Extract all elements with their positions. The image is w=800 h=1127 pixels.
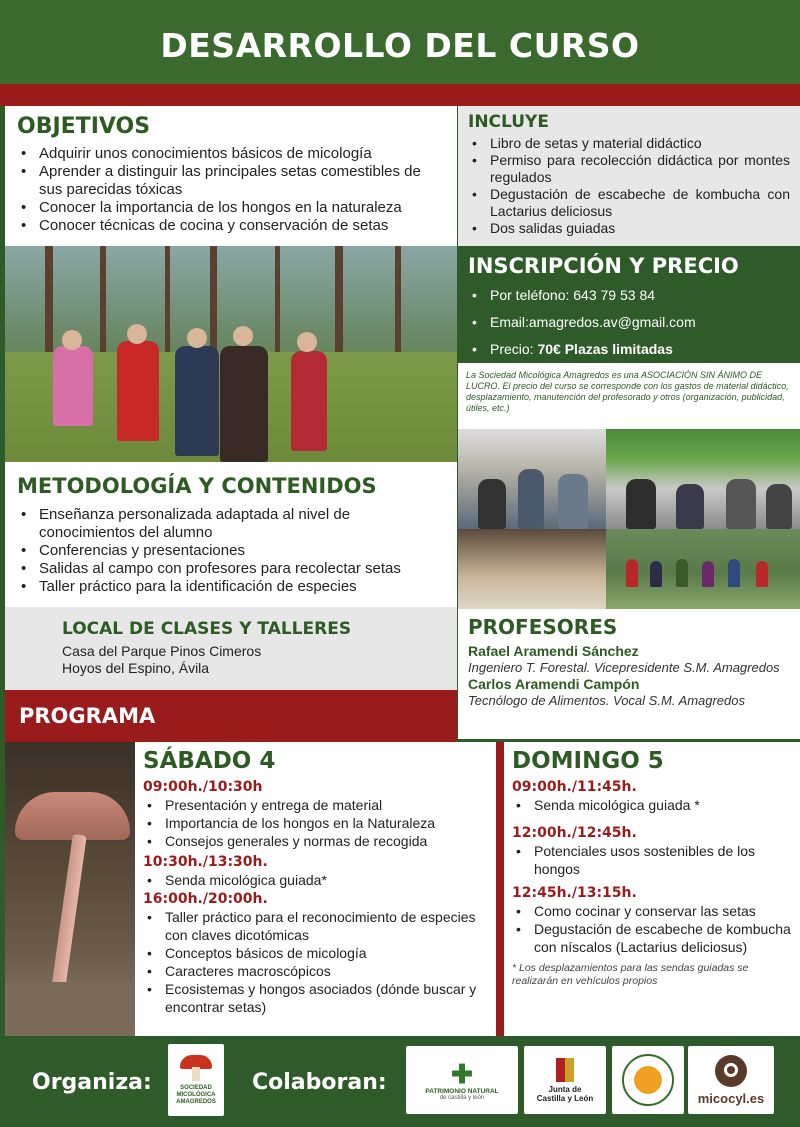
mushroom-photo (5, 742, 135, 1036)
objetivos-list (17, 145, 445, 235)
list-item: • Senda micológica guiada* (143, 871, 488, 889)
list-item: • Taller práctico para la identificación de especies (17, 578, 445, 596)
amagredos-logo (168, 1044, 224, 1116)
incluye-list (468, 135, 790, 237)
price-label: Precio: (490, 341, 538, 357)
incluye-panel (458, 106, 800, 246)
domingo-list-1 (512, 796, 792, 814)
list-item: • Aprender a distinguir las principales setas comestibles de sus parecidas tóxicas (17, 163, 445, 199)
page-title: DESARROLLO DEL CURSO (160, 26, 640, 65)
profesor-2-role: Tecnólogo de Alimentos. Vocal S.M. Amagredos (468, 693, 745, 708)
patrimonio-logo-text: PATRIMONIO NATURAL (425, 1087, 499, 1095)
domingo-title: DOMINGO 5 (512, 748, 664, 774)
list-item: • Conocer la importancia de los hongos en la naturaleza (17, 199, 445, 217)
local-title: LOCAL DE CLASES Y TALLERES (62, 619, 352, 639)
incluye-title: INCLUYE (468, 112, 549, 132)
list-item: • Adquirir unos conocimientos básicos de micología (17, 145, 445, 163)
sabado-list-1 (143, 796, 488, 850)
profesores-panel (458, 609, 800, 739)
outdoor-group-photo (606, 529, 800, 609)
day-separator (496, 742, 504, 1036)
domingo-panel (504, 742, 800, 1036)
inscripcion-note-panel (458, 363, 800, 429)
profesor-2-name: Carlos Aramendi Campón (468, 676, 640, 692)
list-item: • Dos salidas guiadas (468, 220, 790, 237)
colaboran-label: Colaboran: (252, 1070, 387, 1095)
profesor-1-role: Ingeniero T. Forestal. Vicepresidente S.M. Amagredos (468, 660, 780, 675)
programa-bar (5, 690, 457, 742)
metodologia-title: METODOLOGÍA Y CONTENIDOS (17, 474, 377, 498)
objetivos-panel (5, 106, 457, 246)
red-strip (0, 84, 800, 106)
programa-title: PROGRAMA (19, 704, 156, 728)
domingo-time-2: 12:00h./12:45h. (512, 825, 637, 841)
list-item: • Importancia de los hongos en la Naturaleza (143, 814, 488, 832)
micocyl-logo-text: micocyl.es (697, 1090, 765, 1106)
list-item: • Libro de setas y material didáctico (468, 135, 790, 152)
domingo-time-1: 09:00h./11:45h. (512, 779, 637, 795)
sabado-panel (135, 742, 496, 1036)
list-item: • Como cocinar y conservar las setas (512, 902, 792, 920)
list-item: • Consejos generales y normas de recogida (143, 832, 488, 850)
profesor-1-name: Rafael Aramendi Sánchez (468, 643, 639, 659)
sabado-list-3 (143, 908, 488, 1016)
list-item: • Presentación y entrega de material (143, 796, 488, 814)
classroom-photo-2 (606, 429, 800, 529)
sabado-time-3: 16:00h./20:00h. (143, 891, 268, 907)
inscripcion-title: INSCRIPCIÓN Y PRECIO (468, 254, 739, 278)
sabado-time-1: 09:00h./10:30h (143, 779, 263, 795)
list-item: • Senda micológica guiada * (512, 796, 792, 814)
list-item: • Ecosistemas y hongos asociados (dónde buscar y encontrar setas) (143, 980, 488, 1016)
junta-cyl-logo (524, 1046, 606, 1114)
price-item (468, 340, 790, 358)
phone-item: • Por teléfono: 643 79 53 84 (468, 286, 790, 304)
list-item: • Degustación de escabeche de kombucha con Lactarius deliciosus (468, 186, 790, 220)
sabado-time-2: 10:30h./13:30h. (143, 854, 268, 870)
list-item: • Conceptos básicos de micología (143, 944, 488, 962)
mushroom-icon (178, 1055, 214, 1081)
list-item: • Salidas al campo con profesores para recolectar setas (17, 560, 445, 578)
local-panel (5, 607, 457, 690)
cross-icon: ✚ (451, 1058, 473, 1089)
inscripcion-list (468, 286, 790, 358)
micocyl-emblem-icon (715, 1055, 747, 1087)
list-item: • Caracteres macroscópicos (143, 962, 488, 980)
profesores-title: PROFESORES (468, 615, 618, 639)
email-item[interactable]: • Email:amagredos.av@gmail.com (468, 313, 790, 331)
objetivos-title: OBJETIVOS (17, 114, 151, 139)
price-value: 70€ Plazas limitadas (537, 341, 673, 357)
patrimonio-natural-logo (406, 1046, 518, 1114)
castle-icon (556, 1058, 574, 1082)
sabado-list-2 (143, 871, 488, 889)
title-bar (0, 0, 800, 88)
organiza-label: Organiza: (32, 1070, 152, 1095)
list-item: • Potenciales usos sostenibles de los hongos (512, 842, 792, 878)
list-item: • Conocer técnicas de cocina y conservación de setas (17, 217, 445, 235)
list-item: • Taller práctico para el reconocimiento de especies con claves dicotómicas (143, 908, 488, 944)
junta-logo-text-1: Junta de (548, 1084, 582, 1094)
local-line1: Casa del Parque Pinos Cimeros (62, 643, 262, 659)
junta-logo-text-2: Castilla y León (536, 1093, 594, 1103)
domingo-list-3 (512, 902, 792, 956)
list-item: • Permiso para recolección didáctica por montes regulados (468, 152, 790, 186)
federacion-emblem-icon (622, 1054, 674, 1106)
domingo-list-2 (512, 842, 792, 878)
forest-group-photo (5, 246, 457, 462)
list-item: • Degustación de escabeche de kombucha con níscalos (Lactarius deliciosus) (512, 920, 792, 956)
patrimonio-logo-subtext: de castilla y león (439, 1094, 485, 1101)
footer (0, 1040, 800, 1127)
amagredos-logo-text: SOCIEDAD MICOLÓGICA AMAGREDOS (176, 1084, 216, 1105)
local-line2: Hoyos del Espino, Ávila (62, 660, 210, 676)
sabado-title: SÁBADO 4 (143, 748, 276, 774)
metodologia-list (17, 506, 445, 596)
list-item: • Enseñanza personalizada adaptada al nivel de conocimientos del alumno (17, 506, 445, 542)
list-item: • Conferencias y presentaciones (17, 542, 445, 560)
asociacion-note: La Sociedad Micológica Amagredos es una ASOCIACIÓN SIN ÁNIMO DE LUCRO. El precio del curso se corresponde con los gastos de material didáctico, desplazamiento, manutención del profesorado y otros (organización, publicidad, útiles, etc.) (466, 370, 789, 413)
domingo-footnote: * Los desplazamientos para las sendas guiadas se realizarán en vehículos propios (512, 962, 749, 987)
classroom-photo-1 (458, 429, 606, 529)
domingo-time-3: 12:45h./13:15h. (512, 885, 637, 901)
inscripcion-panel (458, 246, 800, 363)
metodologia-panel (5, 462, 457, 607)
micocyl-logo (688, 1046, 774, 1114)
mushroom-table-photo (458, 529, 606, 609)
federacion-logo (612, 1046, 684, 1114)
